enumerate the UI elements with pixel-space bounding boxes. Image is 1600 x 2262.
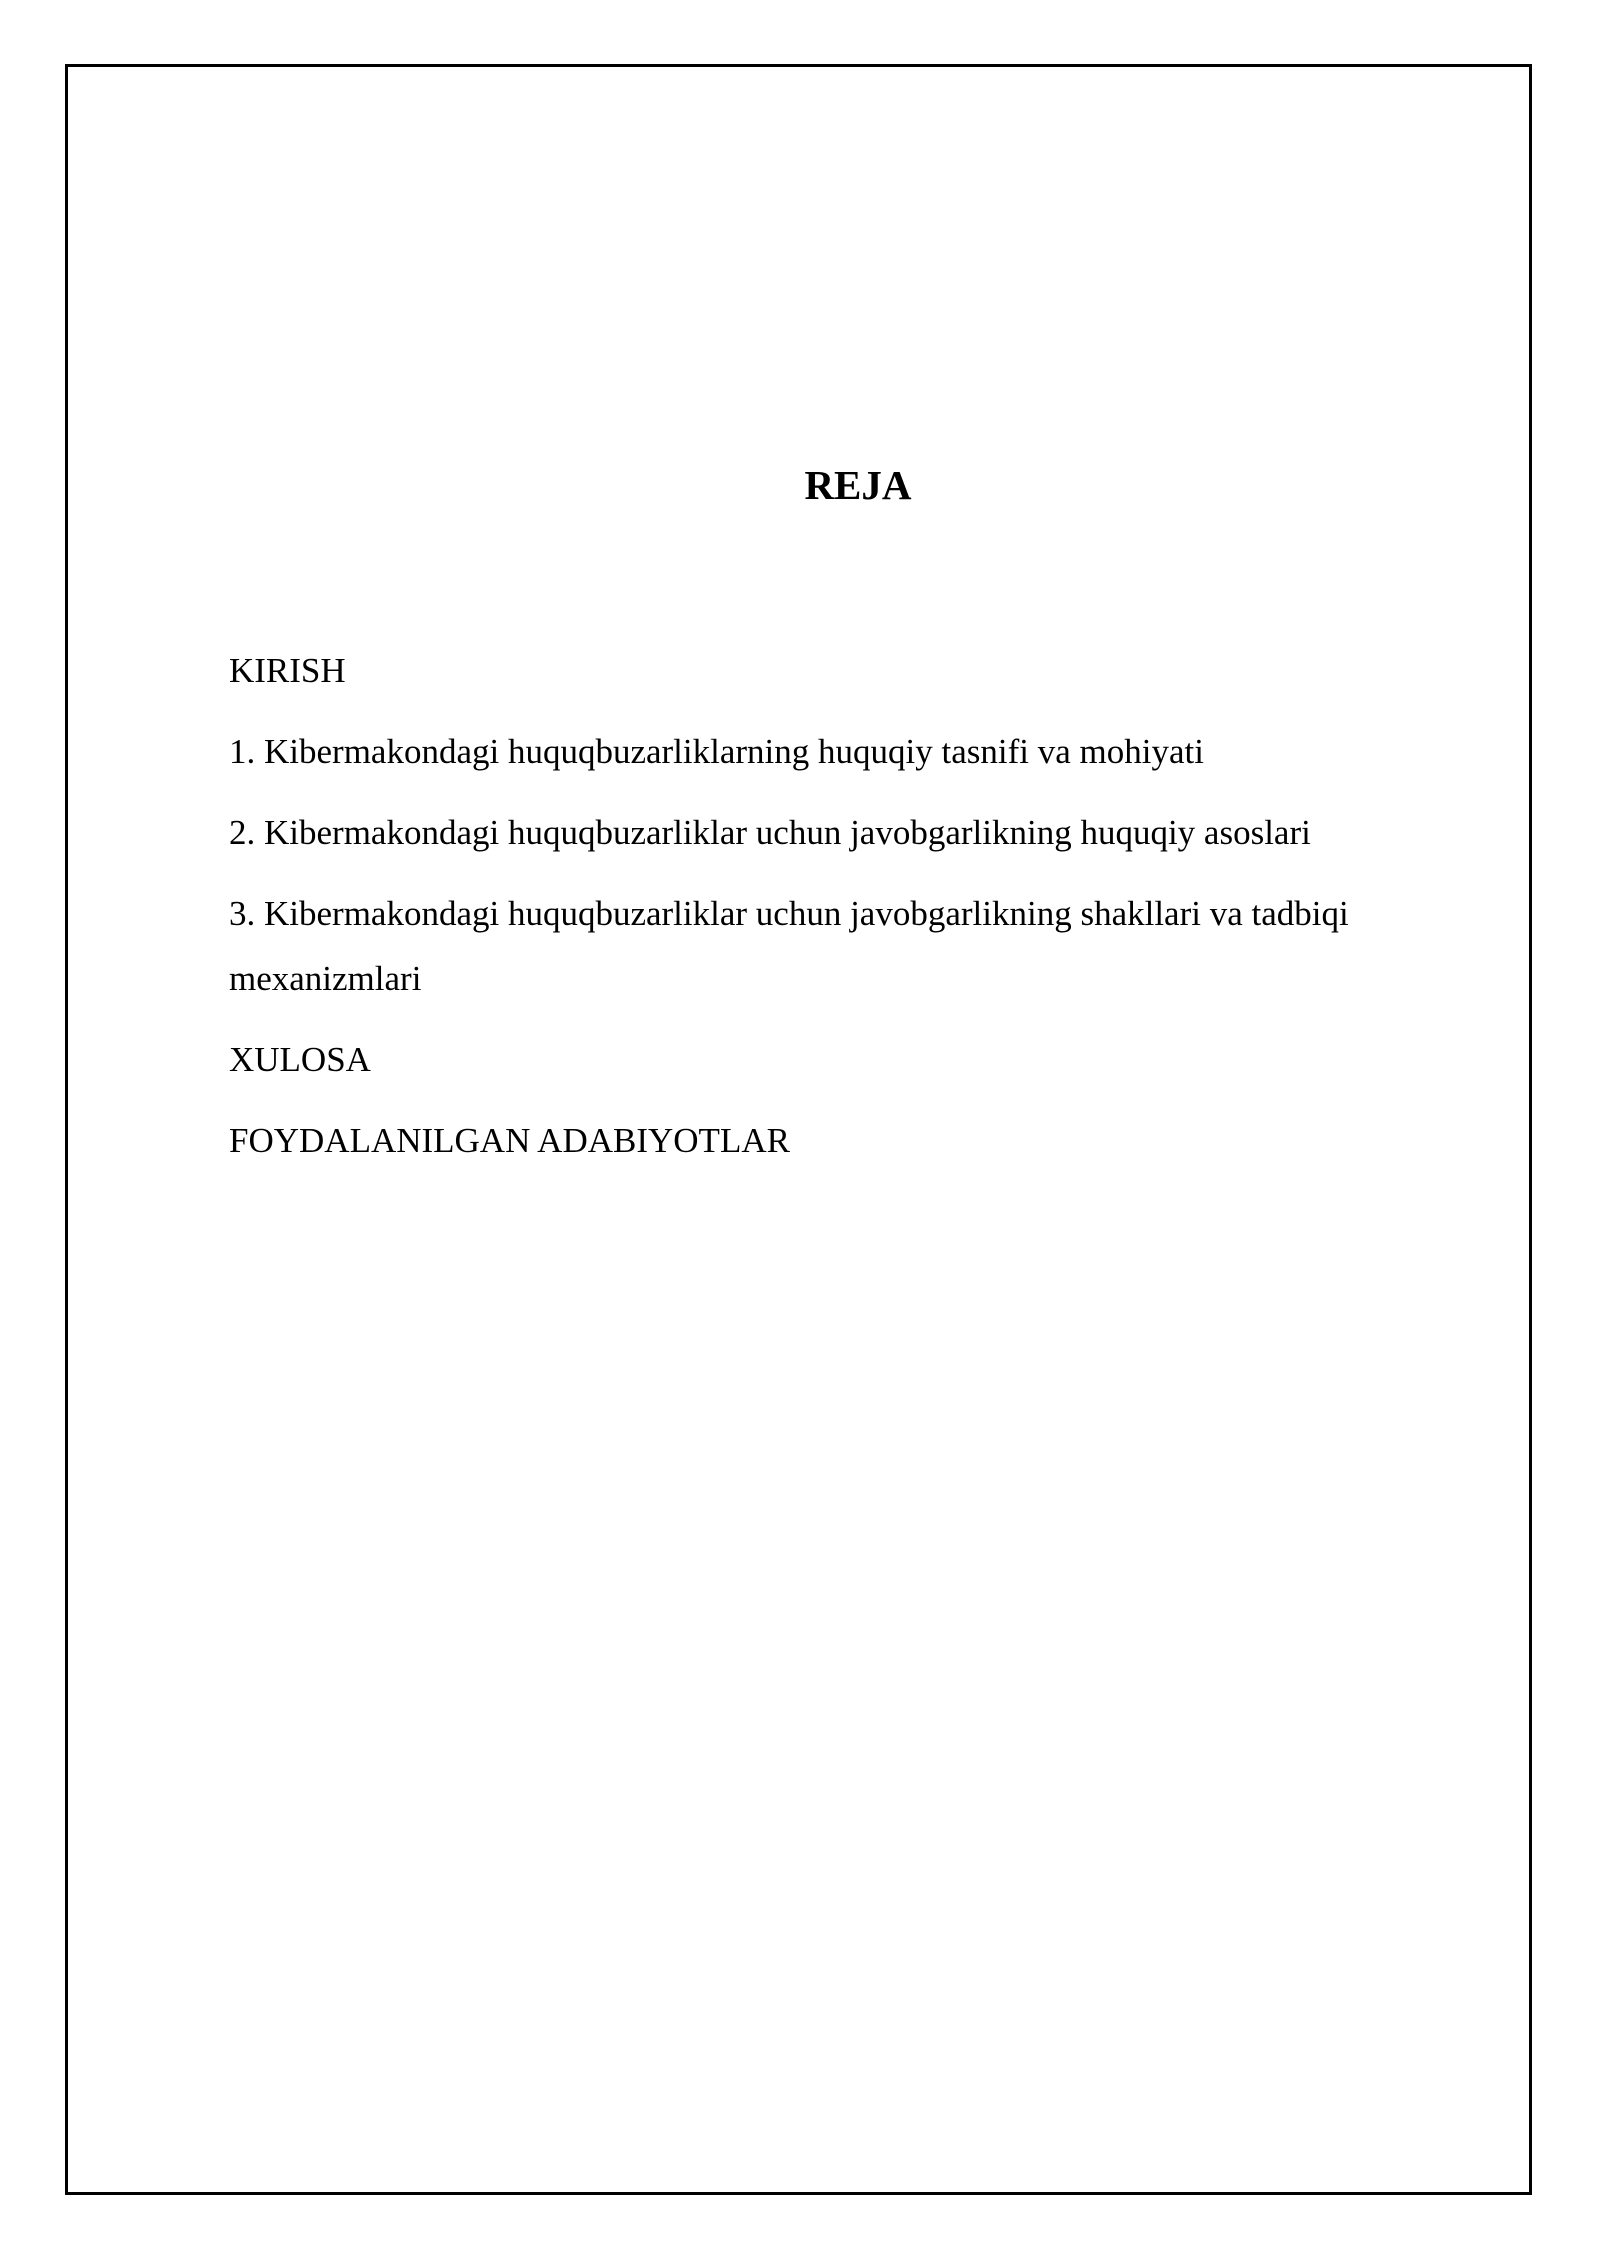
toc-item-conclusion: XULOSA	[229, 1040, 371, 1079]
toc-item-introduction: KIRISH	[229, 651, 346, 690]
toc-item-references: FOYDALANILGAN ADABIYOTLAR	[229, 1121, 790, 1160]
toc-item-chapter-3: 3. Kibermakondagi huquqbuzarliklar uchun javobgarlikning shakllari va tadbiqi mexanizmlari	[229, 894, 1349, 998]
page-title: REJA	[804, 462, 912, 508]
toc-item-chapter-2: 2. Kibermakondagi huquqbuzarliklar uchun javobgarlikning huquqiy asoslari	[229, 813, 1311, 852]
toc-item-chapter-1: 1. Kibermakondagi huquqbuzarliklarning huquqiy tasnifi va mohiyati	[229, 732, 1204, 771]
table-of-contents	[229, 638, 1469, 1189]
